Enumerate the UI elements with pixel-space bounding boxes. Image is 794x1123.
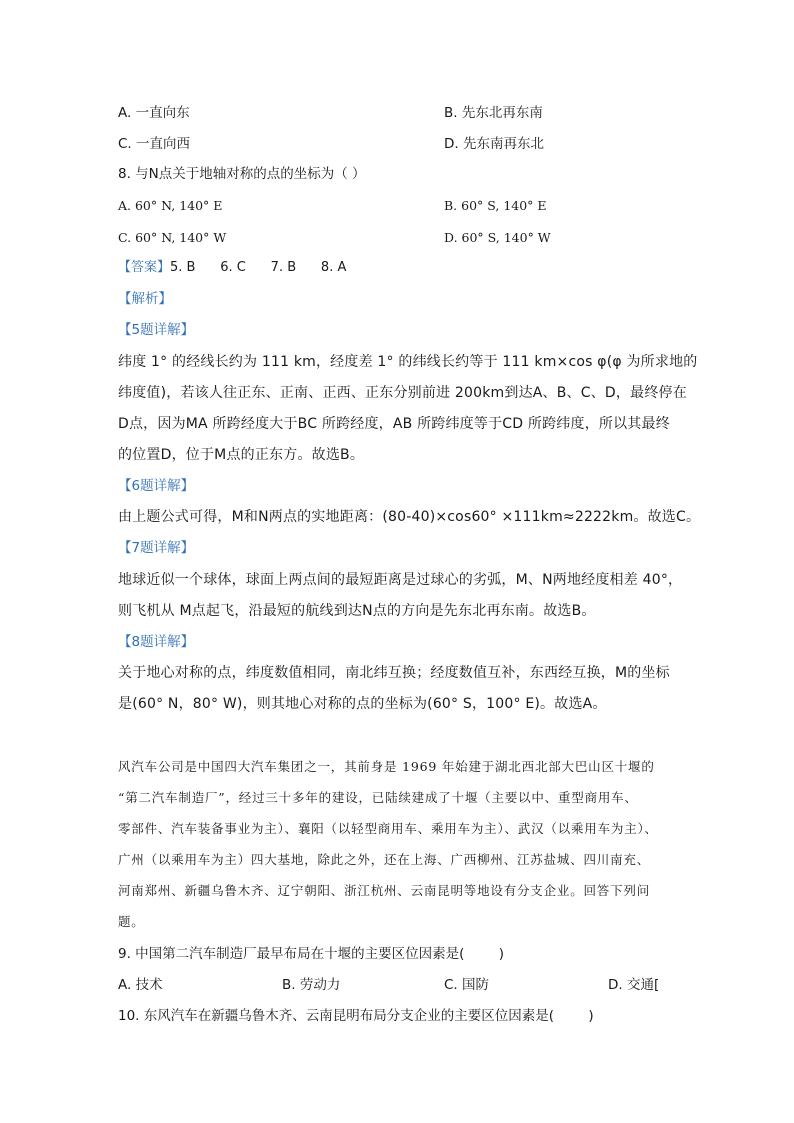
passage-line-1: 风汽车公司是中国四大汽车集团之一，其前身是 1969 年始建于湖北西北部大巴山区十堰的 xyxy=(118,759,655,774)
q9-option-c: C. 国防 xyxy=(444,977,490,993)
q7-option-d: D. 先东南再东北 xyxy=(444,136,544,152)
passage-line-6: 题。 xyxy=(118,914,145,929)
q8-option-d: D. 60° S, 140° W xyxy=(444,230,551,245)
q7-option-a: A. 一直向东 xyxy=(118,105,190,121)
section-5-line-1: 纬度 1° 的经线长约为 111 km，经度差 1° 的纬线长约等于 111 km×cos φ(φ 为所求地的 xyxy=(118,354,698,370)
passage-line-2: “第二汽车制造厂”，经过三十多年的建设，已陆续建成了十堰（主要以中、重型商用车、 xyxy=(118,790,638,805)
section-5-heading: 【5题详解】 xyxy=(118,322,195,338)
section-7-line-1: 地球近似一个球体，球面上两点间的最短距离是过球心的劣弧，M、N两地经度相差 40°， xyxy=(118,572,683,588)
answer-label: 【答案】 xyxy=(118,260,171,275)
section-8-line-2: 是(60° N，80° W)，则其地心对称的点的坐标为(60° S，100° E)。故选A。 xyxy=(118,696,607,712)
passage-line-3: 零部件、汽车装备事业为主）、襄阳（以轻型商用车、乘用车为主）、武汉（以乘用车为主）、 xyxy=(118,821,658,836)
q8-option-c: C. 60° N, 140° W xyxy=(118,230,227,245)
passage-line-4: 广州（以乘用车为主）四大基地，除此之外，还在上海、广西柳州、江苏盐城、四川南充、 xyxy=(118,852,651,867)
section-6-heading: 【6题详解】 xyxy=(118,478,195,494)
q9-option-b: B. 劳动力 xyxy=(282,977,341,993)
section-7-line-2: 则飞机从 M点起飞，沿最短的航线到达N点的方向是先东北再东南。故选B。 xyxy=(118,603,596,619)
section-8-heading: 【8题详解】 xyxy=(118,634,195,650)
q9-option-a: A. 技术 xyxy=(118,977,163,993)
q8-option-b: B. 60° S, 140° E xyxy=(444,198,547,213)
q9-stem: 9. 中国第二汽车制造厂最早布局在十堰的主要区位因素是( ) xyxy=(118,946,505,962)
q8-stem: 8. 与N点关于地轴对称的点的坐标为（ ） xyxy=(118,166,366,182)
section-5-line-4: 的位置D，位于M点的正东方。故选B。 xyxy=(118,447,365,463)
section-8-line-1: 关于地心对称的点，纬度数值相同，南北纬互换；经度数值互补，东西经互换，M的坐标 xyxy=(118,665,670,681)
q9-option-d: D. 交通[ xyxy=(608,977,660,993)
q7-option-c: C. 一直向西 xyxy=(118,136,191,152)
q8-option-a: A. 60° N, 140° E xyxy=(118,198,223,213)
q7-option-b: B. 先东北再东南 xyxy=(444,105,543,121)
section-5-line-2: 纬度值)，若该人往正东、正南、正西、正东分别前进 200km到达A、B、C、D，最终停在 xyxy=(118,385,687,401)
analysis-label: 【解析】 xyxy=(118,291,172,307)
passage-line-5: 河南郑州、新疆乌鲁木齐、辽宁朝阳、浙江杭州、云南昆明等地设有分支企业。回答下列问 xyxy=(118,883,651,898)
answer-line xyxy=(118,258,346,278)
section-6-line-1: 由上题公式可得，M和N两点的实地距离：(80-40)×cos60° ×111km≈2222km。故选C。 xyxy=(118,509,701,525)
section-7-heading: 【7题详解】 xyxy=(118,540,195,556)
answer-values: 5. B 6. C 7. B 8. A xyxy=(170,260,347,275)
section-5-line-3: D点，因为MA 所跨经度大于BC 所跨经度，AB 所跨纬度等于CD 所跨纬度，所以其最终 xyxy=(118,416,670,432)
q10-stem: 10. 东风汽车在新疆乌鲁木齐、云南昆明布局分支企业的主要区位因素是( ) xyxy=(118,1008,594,1024)
